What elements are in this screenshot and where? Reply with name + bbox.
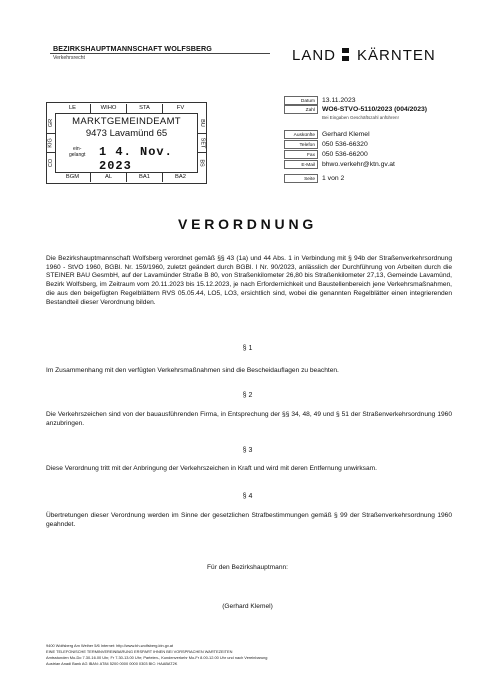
stamp-cell: KIG xyxy=(48,138,55,148)
section-text: Im Zusammenhang mit den verfügten Verkehrsmaßnahmen sind die Bescheidauflagen zu beachten. xyxy=(46,367,339,374)
section-text: Diese Verordnung tritt mit der Anbringung der Verkehrszeichen in Kraft und wird mit deren Entfernung unwirksam. xyxy=(46,465,377,472)
stamp-cell: AL xyxy=(91,173,127,182)
stamp-cell: GR xyxy=(48,119,54,128)
stamp-left-column xyxy=(47,114,56,172)
section-text: Die Verkehrszeichen sind von der bauausführenden Firma, in Entsprechung der §§ 34, 48, 49 und § 51 der Straßenverkehrsordnung 1960 anzubringen. xyxy=(46,411,452,427)
stamp-cell: BA2 xyxy=(175,174,186,180)
footer-line: 9400 Wolfsberg Am Weiher 5/6 Internet: http://www.bh-wolfsberg.ktn.gv.at xyxy=(46,643,173,648)
section-heading: § 3 xyxy=(242,447,253,454)
meta-value-number: WO6-STVO-5110/2023 (004/2023) xyxy=(322,106,428,113)
meta-row-date xyxy=(284,96,444,105)
stamp-cell: BS xyxy=(199,159,205,167)
stamp-cell: STA xyxy=(127,104,163,113)
meta-value-email[interactable]: bhwo.verkehr@ktn.gv.at xyxy=(322,161,395,168)
section-text: Übertretungen dieser Verordnung werden im Sinne der gesetzlichen Strafbestimmungen gemäß § 99 der Straßenverkehrsordnung 1960 geahndet. xyxy=(46,512,452,528)
meta-label: Datum xyxy=(284,96,318,105)
meta-row-phone xyxy=(284,140,444,149)
meta-value-phone: 050 536-66320 xyxy=(322,141,368,148)
logo-text-left: LAND xyxy=(292,47,337,64)
meta-number-note: Bei Eingaben Geschäftszahl anführen! xyxy=(322,115,399,120)
stamp-cell: BA1 xyxy=(127,173,163,182)
meta-row-page xyxy=(284,174,444,183)
department-name: Verkehrsrecht xyxy=(53,55,86,61)
section-heading: § 4 xyxy=(242,493,253,500)
header-divider xyxy=(50,53,270,54)
meta-row-fax xyxy=(284,150,444,159)
stamp-office-name: MARKTGEMEINDEAMT xyxy=(72,116,181,127)
section-heading: § 2 xyxy=(242,392,253,399)
document-title: VERORDNUNG xyxy=(177,216,318,232)
stamp-cell: FV xyxy=(176,105,185,111)
meta-label: Telefon xyxy=(284,140,318,149)
stamp-top-row xyxy=(55,104,198,114)
stamp-received-label: ein- gelangt xyxy=(69,146,86,158)
signature-for-label: Für den Bezirkshauptmann: xyxy=(207,564,288,571)
receipt-stamp xyxy=(46,102,207,184)
land-kaernten-logo xyxy=(292,47,436,64)
authority-name: BEZIRKSHAUPTMANNSCHAFT WOLFSBERG xyxy=(53,44,212,53)
stamp-cell: BU xyxy=(198,119,205,128)
section-heading: § 1 xyxy=(242,345,253,352)
signature-name: (Gerhard Klemel) xyxy=(222,603,273,610)
meta-value-page: 1 von 2 xyxy=(322,175,345,182)
stamp-cell: BGM xyxy=(55,173,91,182)
stamp-bottom-row xyxy=(55,172,198,182)
meta-row-number xyxy=(284,105,444,114)
meta-value-date: 13.11.2023 xyxy=(322,97,356,104)
stamp-cell: CO xyxy=(48,158,54,167)
stamp-cell: SET xyxy=(199,137,206,149)
footer-line: Austrian Anadi Bank AG IBAN: AT84 5200 0000 0000 0303 BIC: HAABAT2K xyxy=(46,661,178,666)
logo-mark-icon xyxy=(342,48,349,61)
footer-line: Amtsstunden Mo-Do 7.30-16.00 Uhr, Fr 7.30-13.00 Uhr; Parteien-, Kundenverkehr Mo-Fr 8.00-12.00 Uhr und nach Vereinbarung xyxy=(46,655,268,660)
intro-paragraph: Die Bezirkshauptmannschaft Wolfsberg verordnet gemäß §§ 43 (1a) und 44 Abs. 1 in Verbindung mit § 94b der Straßenverkehrsordnung 1960 - StVO 1960, BGBl. Nr. 159/1960, zuletzt geändert durch BGBl. I Nr. 90/2023, anlässlich der Durchführung von Arbeiten durch die STEINER BAU GesmbH, auf der Lavamünder Straße B 80, von Straßenkilometer 26,80 bis Straßenkilometer 27,13, Gemeinde Lavamünd, Bezirk Wolfsberg, im Zeitraum vom 20.11.2023 bis 15.12.2023, je nach Erfordernichkeit und Baustellenbereich jene Verkehrsmaßnahmen, die aus den beigefügten Regelblättern RVS 05.05.44, LO5, LO3, ersichtlich sind, wobei die genannten Regelblätter einen integrierenden Bestandteil dieser Verordnung bilden. xyxy=(46,255,452,306)
meta-value-contact: Gerhard Klemel xyxy=(322,131,370,138)
stamp-cell: LE xyxy=(55,104,91,113)
footer-line: EINE TELEFONISCHE TERMINVEREINBARUNG ERSPART IHNEN BEI VORSPRACHEN WARTEZEITEN xyxy=(46,649,233,654)
meta-label: Fax xyxy=(284,150,318,159)
meta-label: Auskünfte xyxy=(284,130,318,139)
meta-label: E-Mail xyxy=(284,160,318,169)
meta-row-email xyxy=(284,160,444,169)
meta-value-fax: 050 536-66200 xyxy=(322,151,368,158)
meta-row-contact xyxy=(284,130,444,139)
stamp-received-date: 1 4. Nov. 2023 xyxy=(99,145,173,173)
stamp-office-address: 9473 Lavamünd 65 xyxy=(85,128,168,139)
meta-label: Seite xyxy=(284,174,318,183)
meta-label: Zahl xyxy=(284,105,318,114)
logo-text-right: KÄRNTEN xyxy=(357,47,436,64)
stamp-cell: WIHO xyxy=(91,104,127,113)
